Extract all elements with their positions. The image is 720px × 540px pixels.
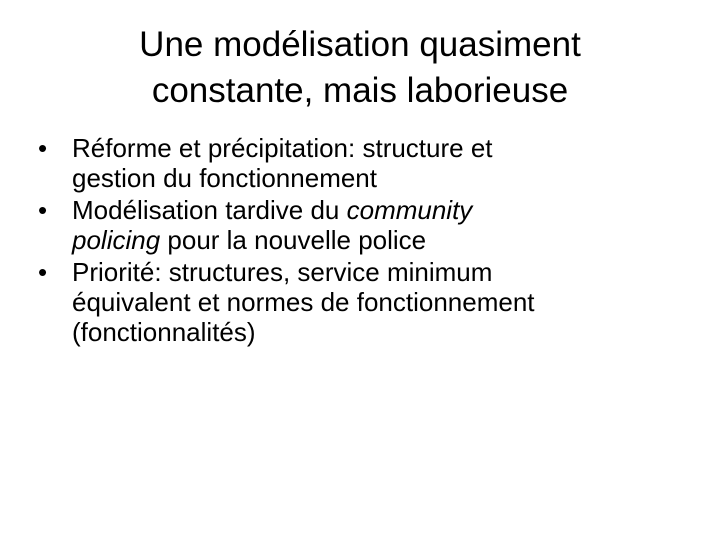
slide-title — [40, 22, 680, 114]
bullet-list — [30, 133, 690, 349]
bullet-marker: • — [38, 195, 48, 225]
bullet-item-reforme — [30, 133, 690, 193]
bullet-text-emphasis: policing — [72, 225, 161, 255]
bullet-text-run: Modélisation tardive du — [72, 195, 347, 225]
bullet-item-modelisation — [30, 195, 690, 255]
bullet-text-run: pour la nouvelle police — [160, 225, 427, 255]
bullet-line: équivalent et normes de fonctionnement — [72, 287, 535, 317]
slide-title-line-2: constante, mais laborieuse — [151, 71, 569, 110]
bullet-line — [72, 225, 690, 255]
bullet-line: gestion du fonctionnement — [72, 163, 377, 193]
bullet-line: Priorité: structures, service minimum — [72, 257, 493, 287]
bullet-text — [72, 257, 690, 347]
bullet-text-emphasis: community — [346, 195, 473, 225]
slide-title-line-1: Une modélisation quasiment — [139, 25, 581, 64]
bullet-text — [72, 133, 690, 193]
bullet-marker: • — [38, 257, 48, 287]
bullet-line: Réforme et précipitation: structure et — [72, 133, 493, 163]
bullet-text — [72, 195, 690, 255]
bullet-line: (fonctionnalités) — [72, 317, 256, 347]
bullet-marker: • — [38, 133, 48, 163]
bullet-item-priorite — [30, 257, 690, 347]
bullet-line — [72, 195, 690, 225]
